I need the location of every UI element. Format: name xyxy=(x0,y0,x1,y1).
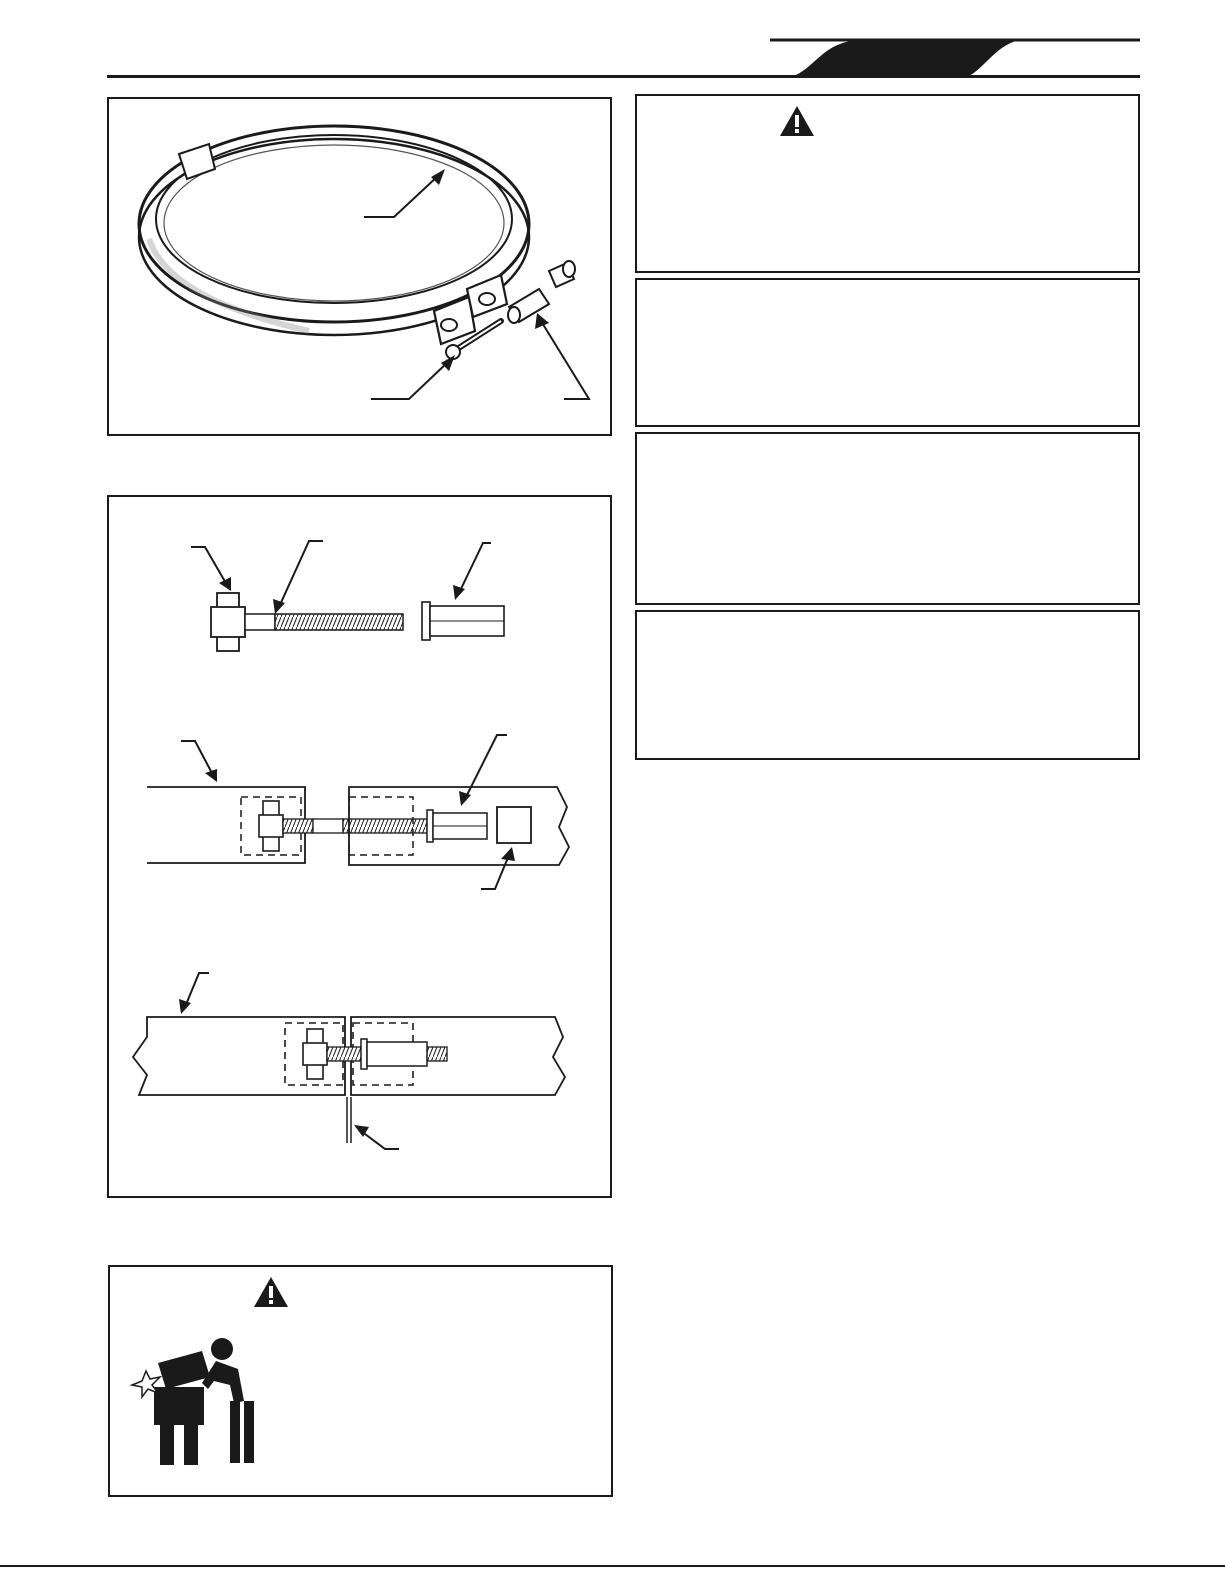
footer-rule xyxy=(0,1565,1225,1567)
step-b-parts xyxy=(147,735,569,889)
bolt-steps-illustration xyxy=(109,497,610,1196)
notice-box-3 xyxy=(635,432,1140,605)
callout-nut-leader xyxy=(541,321,589,399)
clamp-illustration xyxy=(109,99,610,434)
figure-clamp-bolt-steps xyxy=(107,495,612,1198)
warning-box-top xyxy=(635,94,1140,273)
step-a-parts xyxy=(191,541,504,651)
step-c-parts xyxy=(133,973,565,1149)
notice-box-4 xyxy=(635,610,1140,760)
notice-box-2 xyxy=(635,278,1140,427)
warning-box-bottom xyxy=(108,1265,613,1497)
header-tab xyxy=(770,38,1142,82)
warning-triangle-icon xyxy=(252,1275,290,1309)
figure-clamp-assembly xyxy=(107,97,612,436)
warning-triangle-icon xyxy=(778,104,816,138)
callout-bolt-leader xyxy=(371,361,449,399)
lid-blow-off-hazard-icon xyxy=(118,1337,268,1467)
